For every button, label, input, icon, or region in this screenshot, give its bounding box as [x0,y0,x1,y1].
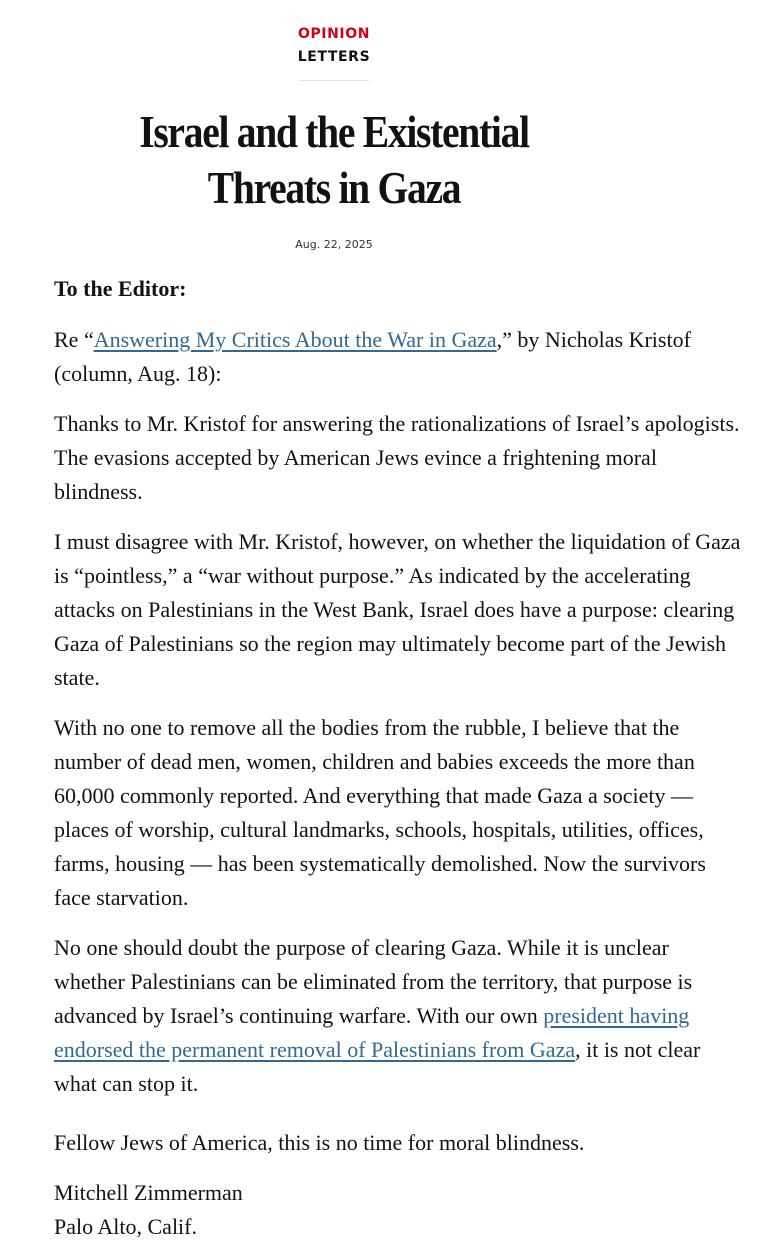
signature [54,1176,744,1244]
signature-location: Palo Alto, Calif. [54,1214,197,1239]
paragraph-4-prefix: No one should doubt the purpose of clearing Gaza. While it is unclear whether Palestinians can be eliminated from the territory, that purpose is advanced by Israel’s continuing warfare. With our own [54,935,693,1028]
re-prefix: Re “ [54,327,94,352]
paragraph-3: With no one to remove all the bodies from the rubble, I believe that the number of dead men, women, children and babies exceeds the more than 60,000 commonly reported. And everything that made Gaza a society — places of worship, cultural landmarks, schools, hospitals, utilities, offices, farms, housing — has been systematically demolished. Now the survivors face starvation. [54,715,706,910]
kristof-column-link[interactable]: Answering My Critics About the War in Gaza [93,327,497,352]
letters-section-label[interactable]: LETTERS [297,49,371,65]
headline-line-1: Israel and the Existential [139,106,529,157]
re-line [54,323,744,391]
re-suffix: ,” by Nicholas Kristof (column, Aug. 18): [54,327,691,386]
president-removal-link[interactable]: president having endorsed the permanent removal of Palestinians from Gaza [54,1003,690,1062]
paragraph-1: Thanks to Mr. Kristof for answering the rationalizations of Israel’s apologists. The evasions accepted by American Jews evince a frightening moral blindness. [54,411,740,504]
paragraph-2: I must disagree with Mr. Kristof, however, on whether the liquidation of Gaza is “pointless,” a “war without purpose.” As indicated by the accelerating attacks on Palestinians in the West Bank, Israel does have a purpose: clearing Gaza of Palestinians so the region may ultimately become part of the Jewish state. [54,529,741,690]
paragraph-5: Fellow Jews of America, this is no time for moral blindness. [54,1130,585,1155]
opinion-kicker[interactable]: OPINION [297,26,371,42]
salutation: To the Editor: [54,276,187,301]
headline [47,104,621,216]
letter-body [54,272,744,1244]
paragraph-4-suffix: , it is not clear what can stop it. [54,1037,701,1096]
signature-name: Mitchell Zimmerman [54,1180,243,1205]
paragraph-4 [54,931,744,1101]
header-divider [299,80,369,81]
publish-date: Aug. 22, 2025 [295,238,373,251]
headline-line-2: Threats in Gaza [207,162,461,213]
